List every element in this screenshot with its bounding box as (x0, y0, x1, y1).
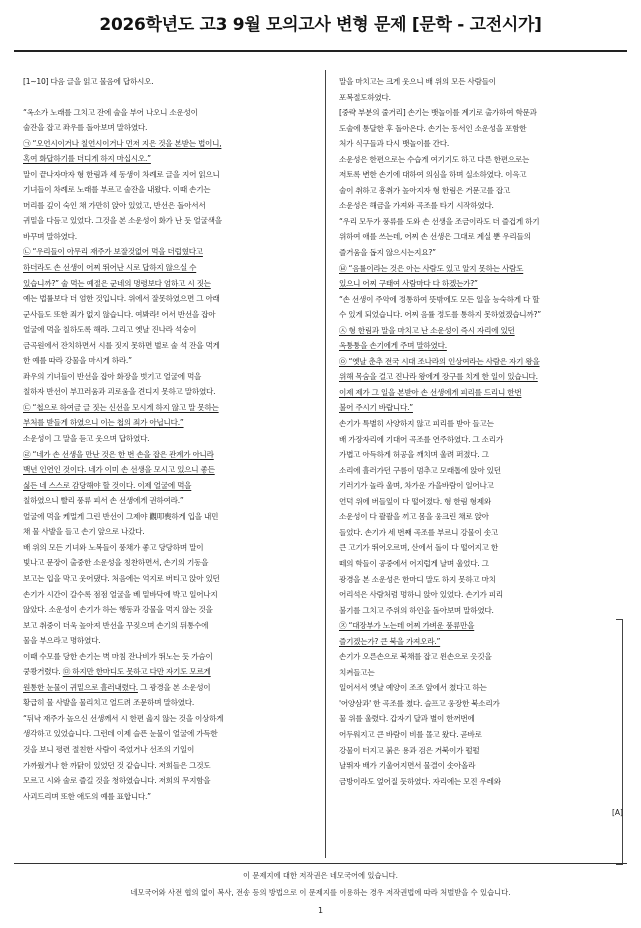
passage-line-text: 저토록 변한 손기에 대하여 의심을 하며 실소하였다. 이윽고 (339, 170, 527, 180)
passage-line (23, 182, 315, 198)
passage-line (339, 354, 611, 370)
passage-line (339, 385, 611, 401)
passage-line-text: 것을 보니 평련 절친한 사람이 죽었거나 선조의 기일이 (23, 744, 195, 754)
right-passage (339, 74, 611, 789)
passage-line-text: 소운성은 해금을 가져와 곡조를 타기 시작하였다. (339, 201, 494, 211)
page-title: 2026학년도 고3 9월 모의고사 변형 문제 [문학 - 고전시가] (99, 15, 542, 35)
passage-line-text: 배 가장자리에 기대어 곡조를 연주하였다. 그 소리가 (339, 434, 503, 444)
passage-line-text: 혹여 화답하기를 더디게 하지 마십시오.” (23, 154, 151, 164)
passage-line-text: 들었다. 손기가 세 번째 곡조를 부르니 강물이 솟고 (339, 527, 499, 537)
passage-line-text: 손기가 오른손으로 북채를 잡고 왼손으로 옷깃을 (339, 652, 492, 662)
passage-line-text: 소운성이 다 괄괄을 끼고 몸을 웅크린 채로 앉아 (339, 512, 489, 522)
passage-line (23, 151, 315, 167)
passage-line-text: 강물이 터지고 붉은 용과 검은 거북이가 펄펄 (339, 745, 480, 755)
passage-line-text: 옥퉁퉁을 손기에게 주며 말하였다. (339, 341, 447, 351)
passage-line-text: 일어서서 옛날 예양이 조조 앞에서 쳤다고 하는 (339, 683, 487, 693)
passage-line-text: 소리에 흘러가던 구름이 멈추고 모래톱에 앉아 있던 (339, 465, 501, 475)
passage-line-text: 기러기가 놀라 울며, 차가운 가을바람이 일어나고 (339, 481, 494, 491)
passage-line-text: '어양삼과' 한 곡조를 쳤다. 슬프고 웅장한 북소리가 (339, 698, 500, 708)
passage-line-text: 보고는 입을 막고 웃어댔다. 처음에는 억지로 버티고 앉아 있던 (23, 573, 220, 583)
passage-line (339, 680, 611, 696)
passage-line-text: 얼굴에 먹을 케멀게 그린 반선이 그제야 觀叩喪하게 입을 내민 (23, 511, 219, 521)
passage-line-text: 떼의 학들이 공중에서 어지럽게 날며 울었다. 그 (339, 558, 489, 568)
passage-line (23, 649, 315, 665)
passage-line-text: 물 위를 울렸다. 갑자기 달과 별이 한꺼번에 (339, 714, 475, 724)
passage-line (23, 587, 315, 603)
passage-line-text: 광경을 본 소운성은 한마디 말도 하지 못하고 마치 (339, 574, 496, 584)
passage-line (23, 773, 315, 789)
passage-line-text: 즐거움을 돕지 않으시는지요?” (339, 248, 436, 258)
passage-line-text: 황급히 물 사발을 물리치고 얼드려 조문하며 말하였다. (23, 698, 195, 708)
passage-line (23, 105, 315, 121)
passage-line (23, 680, 315, 696)
passage-line (23, 229, 315, 245)
passage-line (339, 183, 611, 199)
passage-line-text: 않았다. 소운성이 손기가 하는 행동과 강물을 먹지 않는 것을 (23, 605, 213, 615)
passage-line-text: 싫든 네 스스로 감당해야 할 것이다. 이제 얼굴에 먹을 (23, 480, 192, 490)
passage-line (339, 276, 611, 292)
passage-line (339, 400, 611, 416)
passage-line-text: 손기가 시간이 갈수록 점점 얼굴을 베 밑바닥에 박고 일어나지 (23, 589, 218, 599)
passage-line (23, 198, 315, 214)
passage-line (339, 696, 611, 712)
passage-line-text: 금곡원에서 잔치하면서 시를 짓지 못하면 벌로 술 석 잔을 먹게 (23, 340, 220, 350)
passage-line (339, 447, 611, 463)
passage-line (23, 276, 315, 292)
passage-line-text: “옥소가 노래를 그치고 잔에 술을 부어 나오니 소운성이 (23, 107, 198, 117)
passage-line (23, 711, 315, 727)
passage-line (23, 415, 315, 431)
passage-line-text: “뒤낙 재주가 높으신 선생께서 시 한편 읊지 않는 것을 이상하게 (23, 713, 224, 723)
passage-line-text: ㉣ “네가 손 선생을 만난 것은 한 번 손을 잡은 관계가 아니라 (23, 449, 214, 459)
passage-line (23, 431, 315, 447)
passage-line-text: 말이 끝나자마자 형 한림과 세 동생이 차례로 글을 지어 읽으니 (23, 169, 220, 179)
passage-line-text: 소운성은 한편으로는 수습게 여기기도 하고 다른 한편으로는 (339, 154, 530, 164)
passage-line-text: ㉨ “대장부가 노는데 어찌 가벼운 풍류만을 (339, 621, 475, 631)
passage-line (339, 323, 611, 339)
passage-line-text: 생각하고 있었습니다. 그런데 이제 슬픈 눈물이 얼굴에 가득한 (23, 729, 218, 739)
passage-line (23, 384, 315, 400)
passage-line-text: 바꾸며 말하였다. (23, 231, 77, 241)
passage-line (339, 572, 611, 588)
passage-line (339, 198, 611, 214)
passage-line (339, 634, 611, 650)
passage-line-text: 이제 제가 그 일을 본받아 손 선생에게 피리를 드리니 한번 (339, 387, 522, 397)
underlined-segment: ㉤ 하지만 한마디도 못하고 다만 자기도 모르게 (62, 667, 211, 677)
passage-line (23, 633, 315, 649)
passage-line-text: 큰 고기가 뛰어오르며, 산에서 돌이 다 떨어지고 한 (339, 543, 499, 553)
passage-line (339, 432, 611, 448)
passage-line (339, 540, 611, 556)
passage-line (23, 353, 315, 369)
passage-line-text: 술잔을 잡고 좌우를 돌아보며 말하였다. (23, 123, 148, 133)
passage-line (23, 307, 315, 323)
passage-line (339, 556, 611, 572)
usage-warning: 네모국어와 사전 협의 없이 복사, 전송 등의 방법으로 이 문제지를 이용하는 경우 저작권법에 따라 처벌받을 수 있습니다. (130, 888, 511, 897)
passage-line (23, 742, 315, 758)
passage-line-text: 귀밑을 다듬고 있었다. 그것을 본 소운성이 화가 난 듯 얼굴색을 (23, 216, 222, 226)
passage-line (23, 664, 315, 680)
passage-line (339, 338, 611, 354)
passage-line (339, 478, 611, 494)
passage-line (339, 711, 611, 727)
section-a-bracket (616, 619, 623, 865)
passage-line (23, 462, 315, 478)
passage-line-text: 처가 식구들과 다시 뱃놀이를 간다. (339, 139, 450, 149)
passage-line-text: 쿵쾅거렸다. ㉤ 하지만 한마디도 못하고 다만 자기도 모르게 (23, 667, 211, 677)
passage-line (339, 90, 611, 106)
instruction: [1~10] 다음 글을 읽고 물음에 답하시오. (23, 77, 154, 86)
passage-line-text: ㉦ 형 한림과 말을 마치고 난 소운성이 즉시 자리에 있던 (339, 325, 515, 335)
passage-line (23, 447, 315, 463)
passage-line-text: 이때 수모를 당한 손기는 벽 마침 잔나비가 뛰노는 듯 가슴이 (23, 651, 213, 661)
passage-line-text: 언덕 위에 버들잎이 다 떨어졌다. 형 한림 형제와 (339, 496, 491, 506)
passage-line (339, 665, 611, 681)
passage-line (339, 245, 611, 261)
passage-line (23, 758, 315, 774)
passage-line-text: 치켜들고는 (339, 667, 375, 677)
passage-line (339, 758, 611, 774)
passage-line-text: 위해 목숨을 걸고 진나라 왕에게 장구를 치게 한 일이 있습니다. (339, 372, 538, 382)
underlined-segment: 원통한 눈물이 귀밑으로 흘러내렸다. (23, 682, 138, 692)
passage-line (23, 571, 315, 587)
passage-line-text: 술이 취하고 흥취가 높아지자 형 한림은 거문고를 잡고 (339, 185, 511, 195)
passage-line-text: 말을 마치고는 크게 웃으니 배 위의 모든 사람들이 (339, 77, 496, 86)
passage-line (339, 463, 611, 479)
footer-rule (14, 863, 627, 864)
passage-line-text: 어리석은 사람처럼 멍하니 앉아 있었다. 손기가 피리 (339, 590, 503, 600)
passage-line (23, 602, 315, 618)
passage-line (339, 727, 611, 743)
passage-line-text: 불기를 그치고 주위의 하인을 돌아보며 말하였다. (339, 605, 494, 615)
copyright-notice: 이 문제지에 대한 저작권은 네모국어에 있습니다. (243, 871, 398, 880)
passage-line (23, 493, 315, 509)
passage-line (339, 261, 611, 277)
passage-line-text: 배 위의 모든 기녀와 노복들이 풍채가 좋고 당당하며 말이 (23, 542, 204, 552)
passage-line-text: 채 물 사발을 들고 손기 앞으로 나갔다. (23, 527, 145, 537)
passage-line (23, 478, 315, 494)
passage-line-text: 얼굴에 먹을 칠하도록 해라. 그리고 옛날 진나라 석숭이 (23, 325, 197, 335)
passage-line (23, 789, 315, 805)
passage-line-text: 모르고 시와 술로 즐길 것을 청하였습니다. 저희의 무지함을 (23, 776, 211, 786)
passage-line (339, 587, 611, 603)
passage-line (339, 136, 611, 152)
passage-line-text: 수 있게 되었습니다. 어찌 음률 정도를 통하지 못하였겠습니까?” (339, 310, 541, 320)
passage-line-text: 군사들도 또한 죄가 없지 않습니다. 여봐라! 어서 반선을 잡아 (23, 309, 216, 319)
passage-line (339, 603, 611, 619)
column-divider (325, 70, 326, 858)
left-passage (23, 105, 315, 805)
passage-line-text: 있으니 어찌 구태여 사람마다 다 하겠는가?” (339, 279, 478, 289)
passage-line-text: 어두워지고 큰 바람이 비를 몰고 왔다. 곧바로 (339, 729, 482, 739)
passage-line (339, 229, 611, 245)
left-column (23, 74, 315, 804)
passage-line (23, 291, 315, 307)
passage-line (23, 695, 315, 711)
passage-line-text: 소운성이 그 말을 듣고 웃으며 답하였다. (23, 434, 150, 444)
passage-line (339, 214, 611, 230)
passage-line-text: 날뛰자 배가 기울어지면서 물결이 솟아올라 (339, 761, 476, 771)
passage-line (23, 260, 315, 276)
passage-line-text: 불어 주시기 바랍니다.” (339, 403, 413, 413)
page-number: 1 (317, 906, 324, 915)
passage-line-text: ㉢ “첩으로 하여금 글 짓는 신선을 모시게 하지 않고 말 못하는 (23, 402, 219, 412)
passage-line-text: ㉠ “오언시이거나 칠언시이거나 먼저 지은 것을 본받는 법이니, (23, 138, 222, 148)
passage-line (339, 292, 611, 308)
passage-line-text: 사괴드리며 또한 애도의 예를 표합니다.” (23, 791, 151, 801)
passage-line-text: 기녀들이 차례로 노래를 부르고 술잔을 내왔다. 이때 손기는 (23, 185, 211, 195)
passage-line-text: 포복절도하였다. (339, 92, 391, 102)
passage-line (339, 416, 611, 432)
title-rule (14, 50, 627, 52)
passage-line (23, 726, 315, 742)
passage-line-text: 위하여 애를 쓰는데, 어찌 손 선생은 그대로 계실 뿐 우리들의 (339, 232, 531, 242)
passage-line-text: 가볍고 아득하게 허공을 깨치며 울려 퍼졌다. 그 (339, 450, 489, 460)
passage-line-text: 빛나고 문장이 출중한 소운성을 칭찬하면서, 손기의 기동을 (23, 558, 209, 568)
section-a-label: [A] (612, 808, 623, 817)
passage-line (23, 509, 315, 525)
passage-line (23, 136, 315, 152)
passage-line-text: ㉥ “음률이라는 것은 아는 사람도 있고 알지 못하는 사람도 (339, 263, 524, 273)
passage-line (23, 120, 315, 136)
passage-line (339, 743, 611, 759)
passage-line-text: 금방이라도 엎어질 듯하였다. 자리에는 모진 우레와 (339, 776, 501, 786)
passage-line-text: 하더라도 손 선생이 어찌 뛰어난 시로 답하지 않으실 수 (23, 263, 197, 273)
passage-line-text: ㉧ “옛날 춘추 전국 시대 조나라의 인상여라는 사람은 자기 왕을 (339, 356, 540, 366)
passage-line (339, 121, 611, 137)
passage-line-text: “손 선생이 주악에 정통하여 뜻밖에도 모든 일을 능숙하게 다 할 (339, 294, 540, 304)
passage-line-text: 예는 법률보다 더 엄한 것입니다. 위에서 잘못하였으면 그 아래 (23, 294, 220, 304)
passage-line (23, 524, 315, 540)
passage-line (23, 400, 315, 416)
passage-line-text: 가까웠거나 한 까닭이 있었던 것 같습니다. 저희들은 그것도 (23, 760, 211, 770)
passage-line-text: 한 예를 따라 강물을 마시게 하라.” (23, 356, 132, 366)
passage-line-text: 손기가 특별히 사양하지 않고 피리를 받아 들고는 (339, 419, 494, 429)
passage-line (339, 369, 611, 385)
passage-line (23, 369, 315, 385)
passage-line (339, 774, 611, 790)
passage-line-text: “우리 모두가 풍류를 도와 손 선생을 조금이라도 더 즐겁게 하기 (339, 216, 540, 226)
passage-line (339, 105, 611, 121)
passage-line-text: 칠하자 반선이 부끄러움과 괴로움을 견디지 못하고 말하였다. (23, 387, 216, 397)
passage-line-text: 머리를 깊이 숙인 채 가만히 앉아 있었고, 반선은 돌아서서 (23, 200, 206, 210)
passage-line-text: 있습니까?” 술 먹는 예절은 군네의 명령보다 엄하고 시 짓는 (23, 278, 211, 288)
passage-line-text: 좌우의 기녀들이 반선을 잡아 화장을 벗기고 얼굴에 먹을 (23, 371, 202, 381)
passage-line-text: 물을 부으라고 명하였다. (23, 636, 101, 646)
passage-line (339, 649, 611, 665)
passage-line-text: 도술에 통달한 후 돌아온다. 손기는 동서인 소운성을 포함한 (339, 123, 527, 133)
passage-line (23, 555, 315, 571)
passage-line (23, 167, 315, 183)
passage-line-text: 즐기겠는가? 큰 북을 가져오라.” (339, 636, 441, 646)
passage-line (23, 322, 315, 338)
passage-line (339, 525, 611, 541)
passage-line (339, 618, 611, 634)
passage-line (23, 213, 315, 229)
passage-line-text: 보고 취중이 더욱 높아져 반선을 꾸짖으며 손기의 뒤통수에 (23, 620, 209, 630)
passage-line-text: 원통한 눈물이 귀밑으로 흘러내렸다. 그 광경을 본 소운성이 (23, 682, 211, 692)
passage-line-text: 부처를 받들게 하였으니 이는 첩의 죄가 아닙니다.” (23, 418, 184, 428)
passage-line (23, 244, 315, 260)
passage-line (339, 307, 611, 323)
passage-line-text: 백년 인연인 것이다. 네가 이미 손 선생을 모시고 있으니 좋든 (23, 465, 215, 475)
passage-line (339, 74, 611, 90)
passage-line (339, 152, 611, 168)
passage-line (339, 494, 611, 510)
passage-line-text: ㉡ “우리들이 아무리 재주가 보잘것없어 먹을 더럽혔다고 (23, 247, 203, 257)
passage-line (23, 338, 315, 354)
passage-line (23, 618, 315, 634)
right-column (339, 74, 611, 789)
passage-line (339, 167, 611, 183)
passage-line-text: 칠하였으니 빨리 풍류 피서 손 선생에게 권하여라.” (23, 496, 184, 506)
passage-line (339, 509, 611, 525)
passage-line-text: [중략 부분의 줄거리] 손기는 뱃놀이를 계기로 출가하여 학문과 (339, 108, 537, 118)
passage-line (23, 540, 315, 556)
